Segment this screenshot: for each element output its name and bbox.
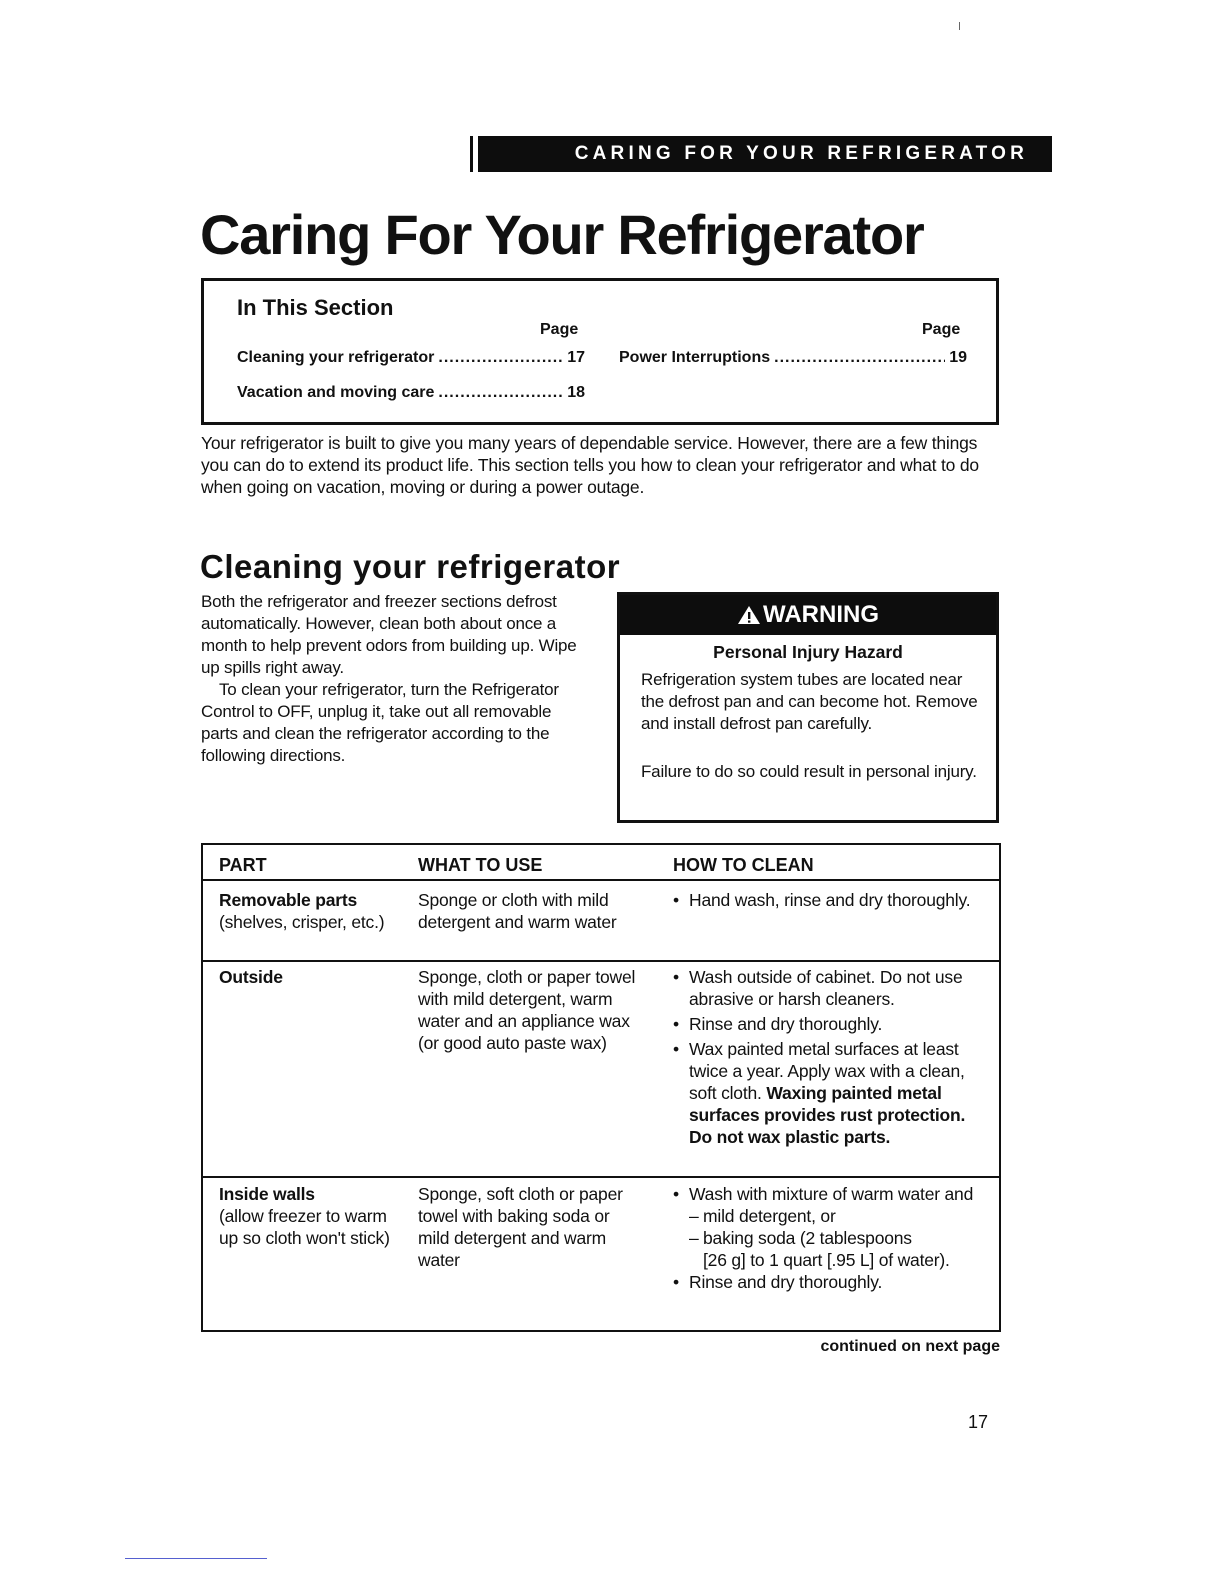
how-subitem: – mild detergent, or [673,1205,991,1227]
table-row-removable-part [219,889,399,933]
in-this-section-box [201,278,999,425]
warning-title: Personal Injury Hazard [713,642,903,662]
how-subitem: – baking soda (2 tablespoons [673,1227,991,1249]
section-banner [478,136,1052,172]
continued-note: continued on next page [820,1338,1000,1355]
footer-rule [125,1558,267,1559]
row-divider [203,1176,999,1178]
banner-tick [470,136,473,172]
row-divider [203,960,999,962]
toc-entry-label: Power Interruptions [619,349,771,366]
how-item-bold-2: Do not wax plastic parts. [689,1127,891,1147]
toc-heading: In This Section [237,295,394,320]
intro-paragraph: Your refrigerator is built to give you many years of dependable service. However, there are a few things you can do to extend its product life. This section tells you how to clean your refrigerator and what to do when going on vacation, moving or during a power outage. [201,433,979,497]
how-item-bold: Waxing painted metal surfaces provides rust protection. [689,1083,966,1125]
cleaning-para-2: To clean your refrigerator, turn the Refrigerator Control to OFF, unplug it, take out all removable parts and clean the refrigerator according to the following directions. [201,680,559,765]
toc-entry-page: 19 [949,349,967,366]
how-item: • Wash outside of cabinet. Do not use abrasive or harsh cleaners. [673,966,995,1010]
table-row-outside-part [219,966,399,988]
table-row-inside-how [673,1183,991,1293]
warning-label: WARNING [763,601,879,628]
how-item: • Rinse and dry thoroughly. [673,1271,991,1293]
warning-triangle-icon [737,605,761,625]
cleaning-body [201,591,591,767]
table-row-removable-use: Sponge or cloth with mild detergent and warm water [418,890,617,932]
table-row-outside-use: Sponge, cloth or paper towel with mild detergent, warm water and an appliance wax (or good auto paste wax) [418,967,636,1053]
toc-entry-cleaning[interactable] [237,349,585,367]
col-header-part: PART [219,855,267,875]
toc-entry-vacation[interactable] [237,384,585,402]
warning-text-2: Failure to do so could result in personal injury. [641,762,977,781]
table-row-inside-part [219,1183,399,1249]
col-header-how-to-clean: HOW TO CLEAN [673,855,814,875]
toc-entry-label: Cleaning your refrigerator [237,349,435,366]
cleaning-heading: Cleaning your refrigerator [200,548,621,585]
header-divider [203,879,999,881]
toc-entry-page: 18 [567,384,585,401]
warning-box [617,592,999,823]
toc-dots [438,349,563,367]
warning-bar [620,595,996,635]
toc-entry-page: 17 [567,349,585,366]
table-row-removable-how [673,889,983,911]
toc-dots [438,384,563,402]
table-row-outside-how [673,966,995,1148]
col-header-what-to-use: WHAT TO USE [418,855,543,875]
part-name: Inside walls [219,1184,315,1204]
toc-page-label-right: Page [922,321,961,338]
how-subitem-cont: [26 g] to 1 quart [.95 L] of water). [703,1250,950,1270]
scan-mark [959,22,960,30]
how-item-text: Wax painted metal surfaces at least twice a year. Apply wax with a clean, soft cloth. [689,1039,965,1103]
part-name: Outside [219,967,283,987]
how-item: • Rinse and dry thoroughly. [673,1013,995,1035]
part-name: Removable parts [219,890,358,910]
how-item [673,1038,995,1148]
table-row-inside-use: Sponge, soft cloth or paper towel with baking soda or mild detergent and warm water [418,1184,623,1270]
how-item: • Wash with mixture of warm water and [673,1183,991,1205]
toc-entry-power[interactable] [619,349,967,367]
part-note: (allow freezer to warm up so cloth won't stick) [219,1206,390,1248]
page-title: Caring For Your Refrigerator [200,203,924,266]
toc-page-label-left: Page [540,321,579,338]
cleaning-table [201,843,1001,1332]
toc-entry-label: Vacation and moving care [237,384,435,401]
page-number: 17 [968,1412,989,1432]
toc-dots [774,349,945,367]
part-note: (shelves, crisper, etc.) [219,912,385,932]
warning-text-1: Refrigeration system tubes are located near the defrost pan and can become hot. Remove and install defrost pan carefully. [641,670,978,733]
cleaning-para-1: Both the refrigerator and freezer sections defrost automatically. However, clean both about once a month to help prevent odors from building up. Wipe up spills right away. [201,592,577,677]
how-item: • Hand wash, rinse and dry thoroughly. [673,889,983,911]
section-banner-text: CARING FOR YOUR REFRIGERATOR [574,143,1028,164]
